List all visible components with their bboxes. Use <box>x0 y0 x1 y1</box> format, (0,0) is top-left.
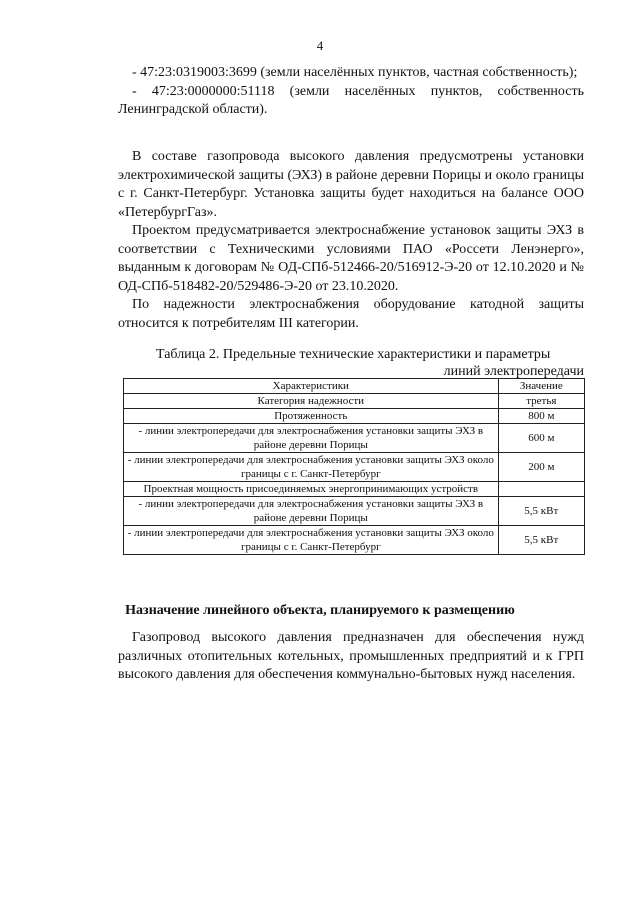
body-text <box>118 148 584 333</box>
parcel-list <box>118 64 584 120</box>
table-row <box>124 424 585 453</box>
table-row <box>124 526 585 555</box>
list-item: - 47:23:0000000:51118 (земли населённых пунктов, собственность Ленинградской области). <box>118 83 584 117</box>
table-row <box>124 453 585 482</box>
table-row <box>124 409 585 424</box>
paragraph: По надежности электроснабжения оборудование катодной защиты относится к потребителям III категории. <box>118 297 584 331</box>
section-body <box>118 629 584 685</box>
table-cell: 600 м <box>498 424 584 453</box>
section-heading: Назначение линейного объекта, планируемого к размещению <box>125 603 515 618</box>
table-cell: - линии электропередачи для электроснабжения установки защиты ЭХЗ в районе деревни Порицы <box>124 424 499 453</box>
table-cell: 5,5 кВт <box>498 497 584 526</box>
table-row <box>124 497 585 526</box>
table-cell: - линии электропередачи для электроснабжения установки защиты ЭХЗ около границы с г. Санкт-Петербург <box>124 453 499 482</box>
table-row <box>124 394 585 409</box>
paragraph: В составе газопровода высокого давления предусмотрены установки электрохимической защиты (ЭХЗ) в районе деревни Порицы и около границы с г. Санкт-Петербург. Установка защиты будет находиться на балансе ООО «ПетербургГаз». <box>118 149 584 220</box>
table-header-row <box>124 379 585 394</box>
table-cell: 200 м <box>498 453 584 482</box>
table-header: Значение <box>498 379 584 394</box>
paragraph: Газопровод высокого давления предназначен для обеспечения нужд различных отопительных котельных, промышленных предприятий и к ГРП высокого давления для обеспечения коммунально-бытовых нужд населения. <box>118 630 584 682</box>
table-cell: - линии электропередачи для электроснабжения установки защиты ЭХЗ около границы с г. Санкт-Петербург <box>124 526 499 555</box>
page-number: 4 <box>316 38 324 53</box>
list-item: - 47:23:0319003:3699 (земли населённых пунктов, частная собственность); <box>132 65 578 80</box>
specs-table <box>123 378 585 555</box>
table-caption-line: Таблица 2. Предельные технические характеристики и параметры <box>156 347 551 362</box>
table-cell: Протяженность <box>124 409 499 424</box>
table-cell: 800 м <box>498 409 584 424</box>
table-caption-line: линий электропередачи <box>443 364 584 379</box>
table-cell: Категория надежности <box>124 394 499 409</box>
table-cell: 5,5 кВт <box>498 526 584 555</box>
table-cell: третья <box>498 394 584 409</box>
table-cell <box>498 482 584 497</box>
table-caption <box>118 346 584 380</box>
table-header: Характеристики <box>124 379 499 394</box>
table-cell: - линии электропередачи для электроснабжения установки защиты ЭХЗ в районе деревни Порицы <box>124 497 499 526</box>
table-row <box>124 482 585 497</box>
table-cell: Проектная мощность присоединяемых энергопринимающих устройств <box>124 482 499 497</box>
paragraph: Проектом предусматривается электроснабжение установок защиты ЭХЗ в соответствии с Техническими условиями ПАО «Россети Ленэнерго», выданным к договорам № ОД-СПб-512466-20/516912-Э-20 от 12.10.2020 и № ОД-СПб-518482-20/529486-Э-20 от 23.10.2020. <box>118 223 584 294</box>
